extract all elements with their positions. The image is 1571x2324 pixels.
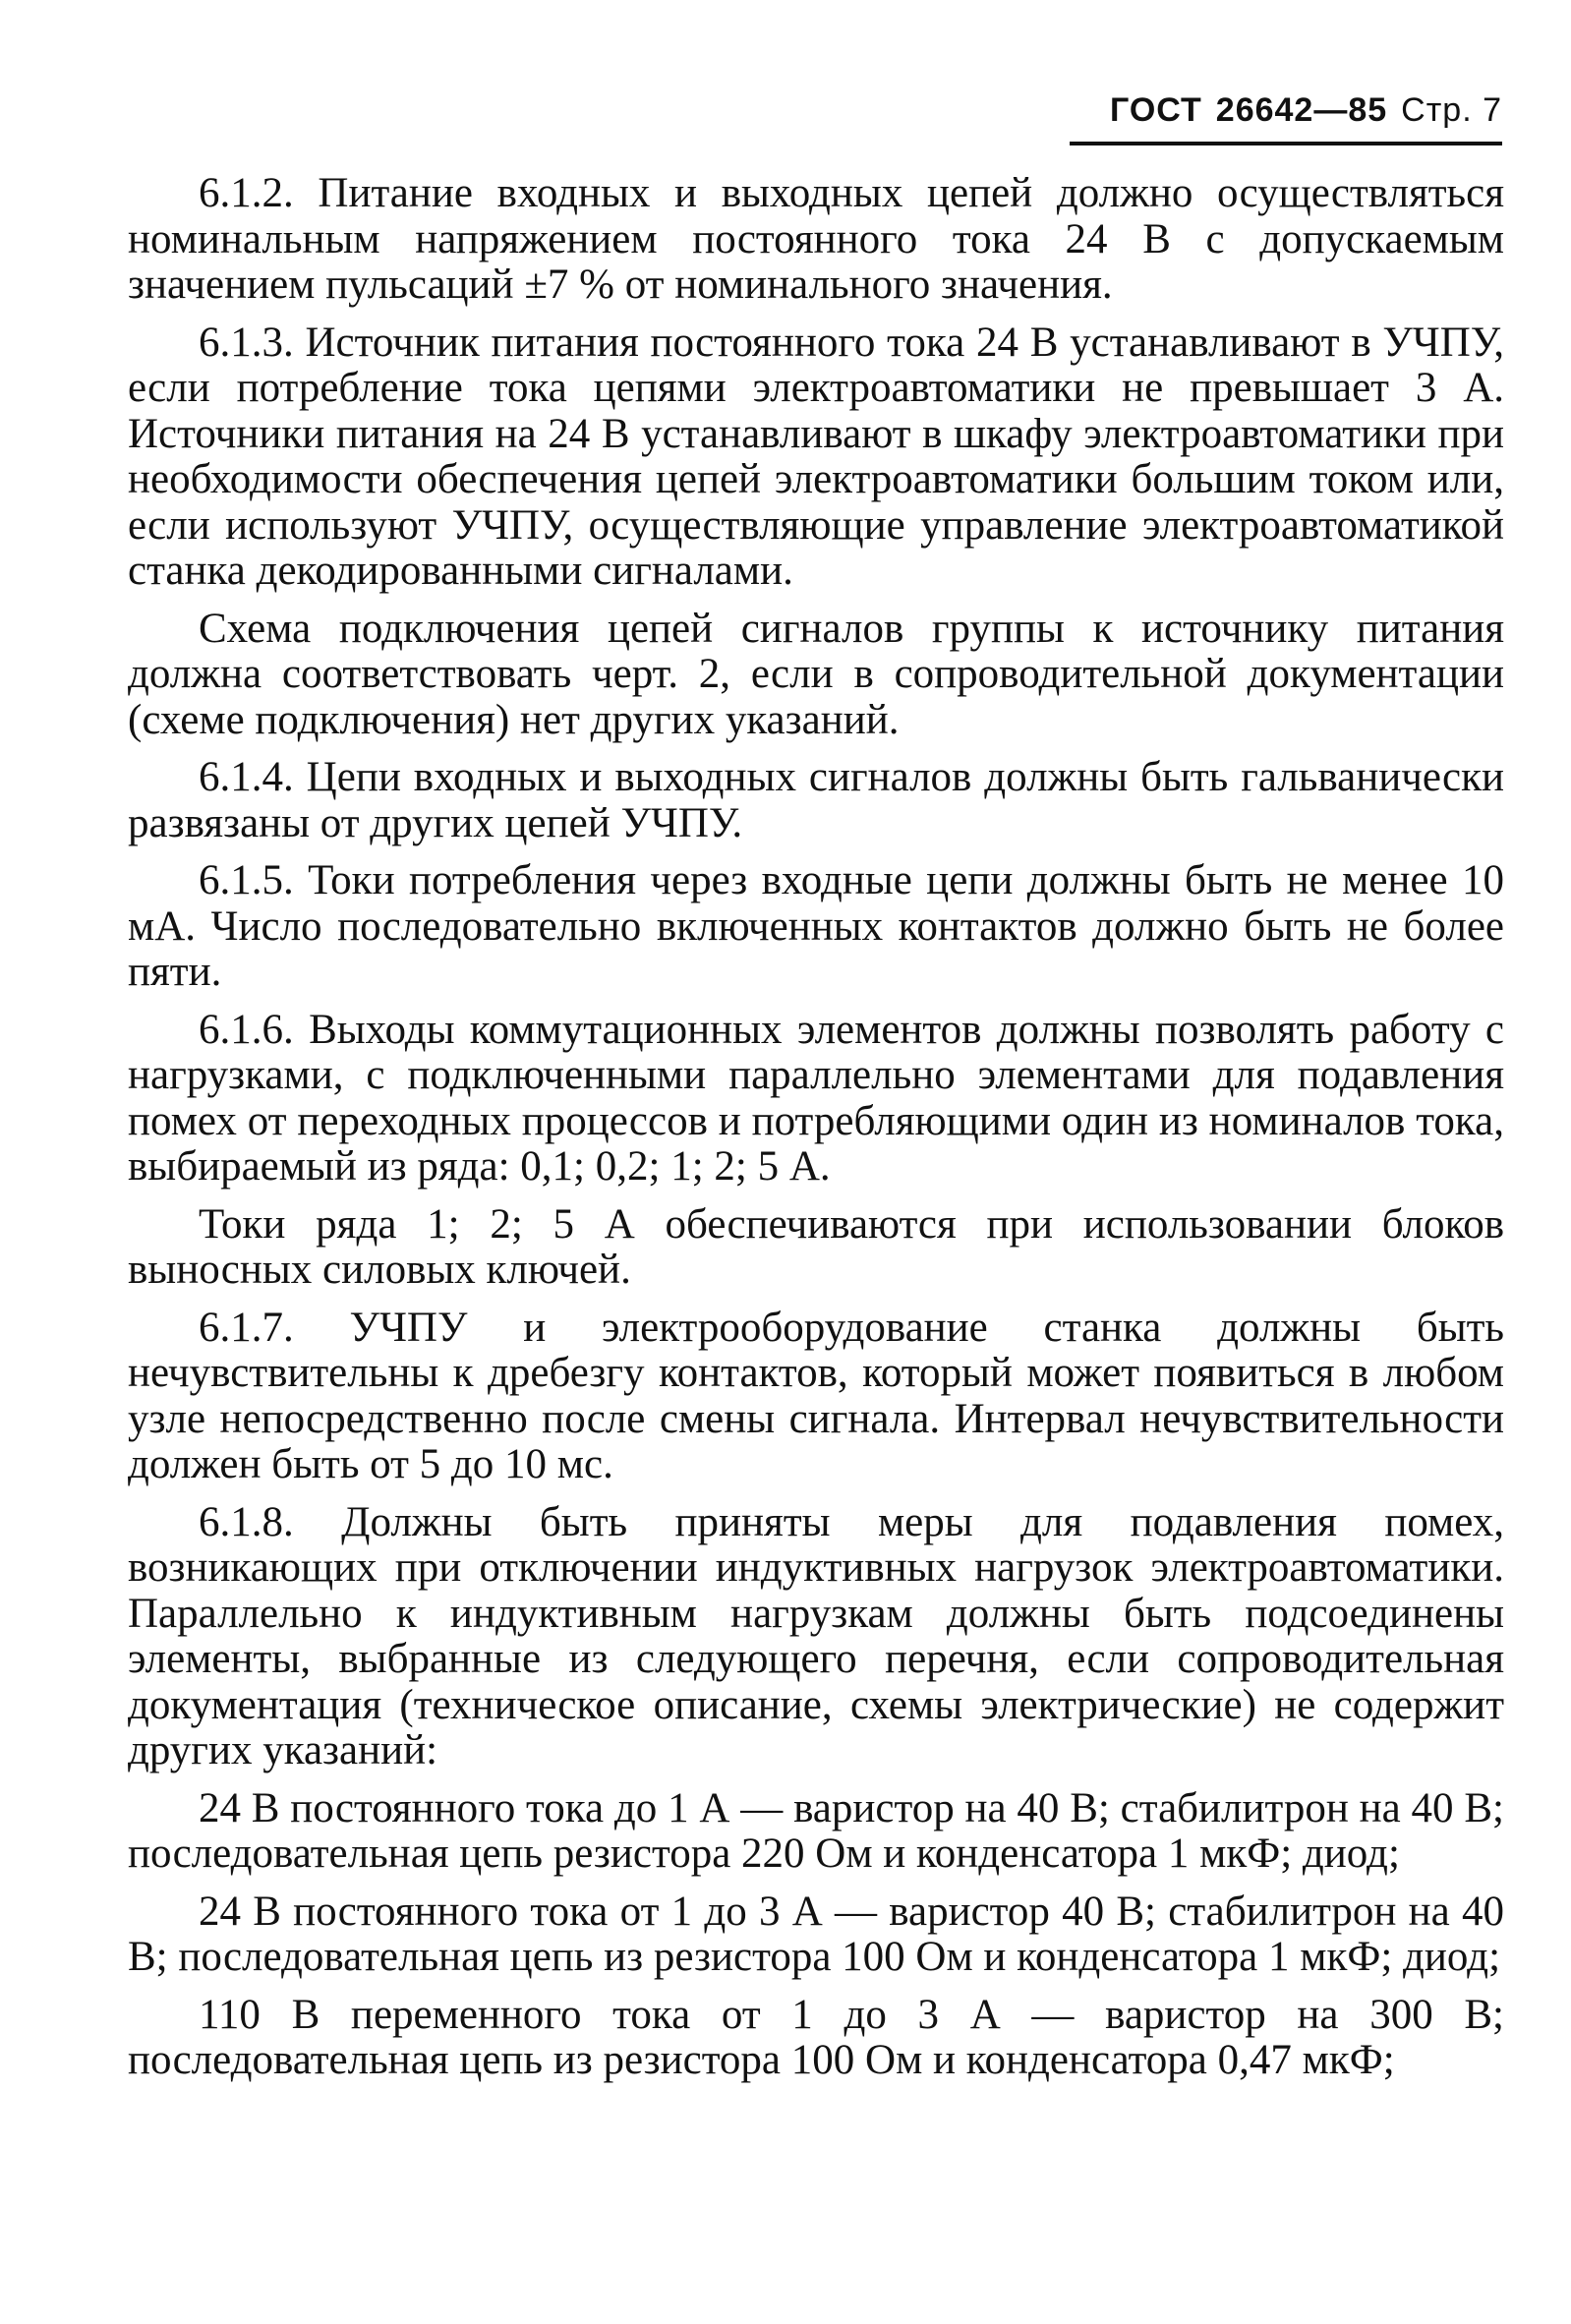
page-number: Стр. 7	[1401, 91, 1502, 129]
document-body	[128, 171, 1504, 2096]
list-item-110v-ac: 110 В переменного тока от 1 до 3 А — варистор на 300 В; последовательная цепь из резистора 100 Ом и конденсатора 0,47 мкФ;	[128, 1991, 1504, 2083]
page-header	[1070, 87, 1502, 145]
paragraph-6-1-8: 6.1.8. Должны быть приняты меры для подавления помех, возникающих при отключении индуктивных нагрузок электроавтоматики. Параллельно к индуктивным нагрузкам должны быть подсоединены элементы, выбранные из следующего перечня, если сопроводительная документация (техническое описание, схемы электрические) не содержит других указаний:	[128, 1498, 1504, 1773]
paragraph-6-1-6: 6.1.6. Выходы коммутационных элементов должны позволять работу с нагрузками, с подключенными параллельно элементами для подавления помех от переходных процессов и потребляющими один из номиналов тока, выбираемый из ряда: 0,1; 0,2; 1; 2; 5 А.	[128, 1006, 1504, 1190]
paragraph-6-1-2: 6.1.2. Питание входных и выходных цепей должно осуществляться номинальным напряжением постоянного тока 24 В с допускаемым значением пульсаций ±7 % от номинального значения.	[128, 170, 1504, 308]
paragraph-connection-scheme: Схема подключения цепей сигналов группы к источнику питания должна соответствовать черт. 2, если в сопроводительной документации (схеме подключения) нет других указаний.	[128, 605, 1504, 743]
paragraph-6-1-5: 6.1.5. Токи потребления через входные цепи должны быть не менее 10 мА. Число последовательно включенных контактов должно быть не более пяти.	[128, 857, 1504, 995]
standard-name: ГОСТ	[1110, 91, 1202, 129]
paragraph-6-1-4: 6.1.4. Цепи входных и выходных сигналов должны быть гальванически развязаны от других цепей УЧПУ.	[128, 754, 1504, 846]
paragraph-6-1-7: 6.1.7. УЧПУ и электрооборудование станка должны быть нечувствительны к дребезгу контактов, который может появиться в любом узле непосредственно после смены сигнала. Интервал нечувствительности должен быть от 5 до 10 мс.	[128, 1304, 1504, 1487]
paragraph-6-1-3: 6.1.3. Источник питания постоянного тока 24 В устанавливают в УЧПУ, если потребление тока цепями электроавтоматики не превышает 3 А. Источники питания на 24 В устанавливают в шкафу электроавтоматики при необходимости обеспечения цепей электроавтоматики большим током или, если используют УЧПУ, осуществляющие управление электроавтоматикой станка декодированными сигналами.	[128, 319, 1504, 594]
standard-number: 26642—85	[1215, 91, 1388, 129]
list-item-24v-up-to-1a: 24 В постоянного тока до 1 А — варистор на 40 В; стабилитрон на 40 В; последовательная цепь резистора 220 Ом и конденсатора 1 мкФ; диод;	[128, 1784, 1504, 1877]
list-item-24v-1-to-3a: 24 В постоянного тока от 1 до 3 А — варистор 40 В; стабилитрон на 40 В; последовательная цепь из резистора 100 Ом и конденсатора 1 мкФ; диод;	[128, 1888, 1504, 1980]
paragraph-current-range: Токи ряда 1; 2; 5 А обеспечиваются при использовании блоков выносных силовых ключей.	[128, 1200, 1504, 1293]
